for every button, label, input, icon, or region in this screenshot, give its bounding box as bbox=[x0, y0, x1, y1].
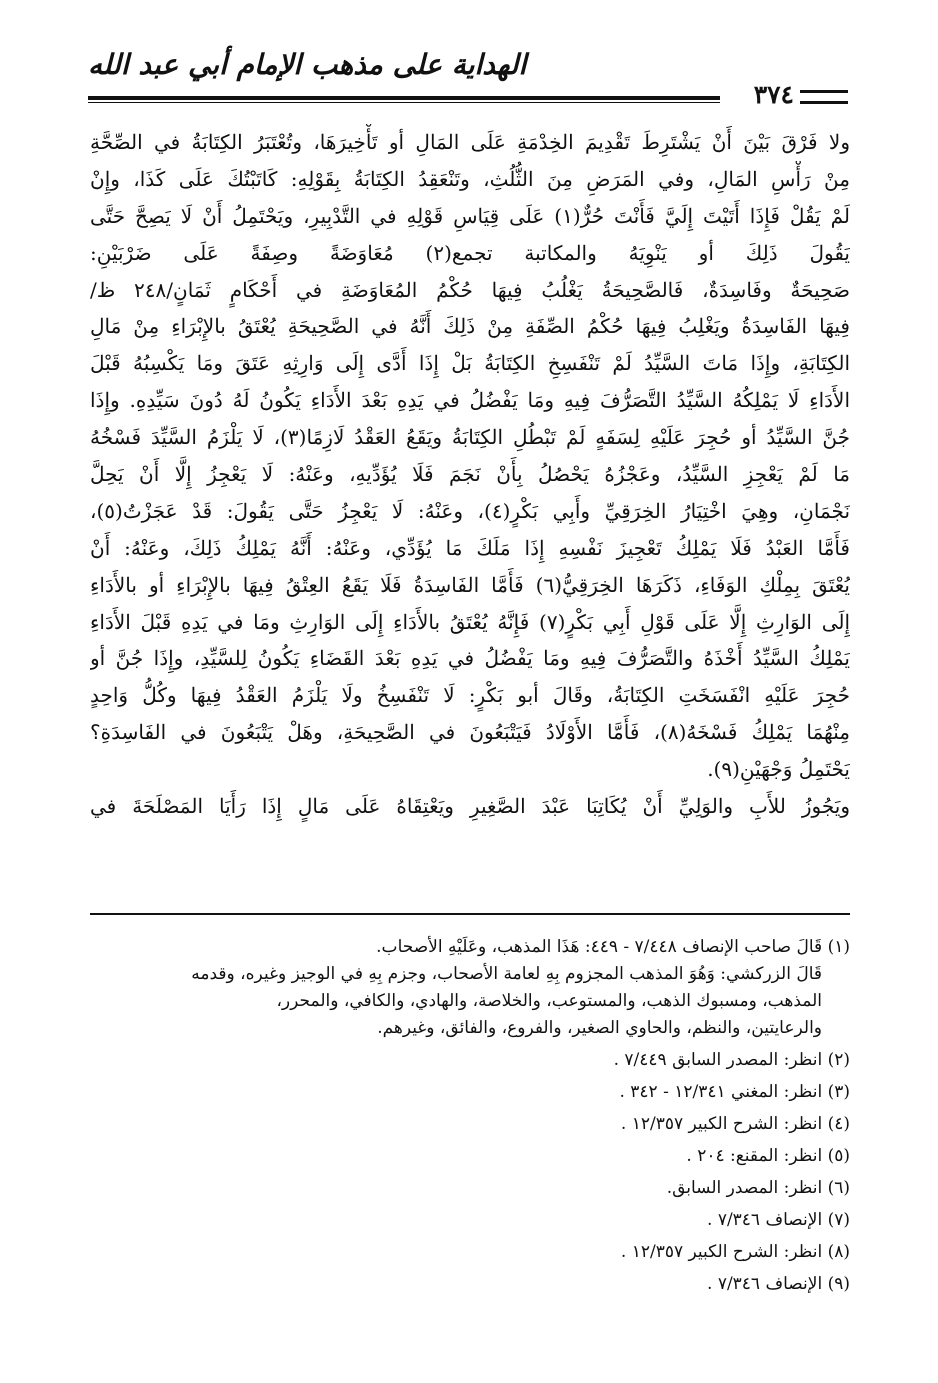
footnote-3: (٣) انظر: المغني ١٢/٣٤١ - ٣٤٢ . bbox=[619, 1082, 850, 1102]
text-line: يُعْتَقَ بِمِلْكِ الوَفَاءِ، ذَكَرَهَا الخِرَقِيُّ(٦) فَأَمَّا الفَاسِدَةُ فَلَا يَقَعُ العِتْقُ فِيهَا بالإِبْرَاءِ أو بالأَدَاءِ bbox=[90, 572, 850, 597]
header-rule bbox=[88, 96, 720, 103]
page-number: ٣٧٤ bbox=[753, 80, 794, 109]
footnote-1: (١) قَالَ صاحب الإنصاف ٧/٤٤٨ - ٤٤٩: هَذَا المذهب، وعَلَيْهِ الأصحاب. bbox=[376, 937, 850, 957]
footnote-4: (٤) انظر: الشرح الكبير ١٢/٣٥٧ . bbox=[620, 1114, 850, 1134]
footnote-1-continuation: المذهب، ومسبوك الذهب، والمستوعب، والخلاصة، والهادي، والكافي، والمحرر، bbox=[276, 991, 822, 1011]
footnotes bbox=[110, 934, 850, 1298]
text-line: يَحْتَمِلُ وَجْهَيْنِ(٩). bbox=[707, 757, 850, 782]
footnote-5: (٥) انظر: المقنع: ٢٠٤ . bbox=[686, 1146, 850, 1166]
footnote-2: (٢) انظر: المصدر السابق ٧/٤٤٩ . bbox=[613, 1050, 850, 1070]
text-line: الأَدَاءِ لَا يَمْلِكُهُ السَّيِّدُ التَّصَرُّفَ فِيهِ ومَا يَفْضُلُ في يَدِهِ بَعْدَ الأَدَاءِ يَكُونُ لَهُ دُونَ سَيِّدِهِ. وإِذَا bbox=[90, 388, 850, 413]
header-rule-ornament bbox=[800, 90, 848, 104]
running-header bbox=[88, 40, 848, 110]
main-text bbox=[90, 124, 850, 825]
footnote-8: (٨) انظر: الشرح الكبير ١٢/٣٥٧ . bbox=[620, 1242, 850, 1262]
footnote-1-continuation: قَالَ الزركشي: وَهُوَ المذهب المجزوم بِهِ لعامة الأصحاب، وجزم بِهِ في الوجيز وغيره، وقدمه bbox=[191, 964, 822, 984]
text-line: نَجْمَانِ، وهِيَ اخْتِيَارُ الخِرَقِيِّ وأَبِي بَكْرٍ(٤)، وعَنْهُ: لَا يَعْجِزُ حَتَّى يَقُولَ: قَدْ عَجَزْتُ(٥)، bbox=[90, 498, 850, 523]
text-line: فِيهَا الفَاسِدَةُ ويَغْلِبُ فِيهَا حُكْمُ الصِّفَةِ مِنْ ذَلِكَ أَنَّهُ في الصَّحِيحَةِ يُعْتَقُ بالإِبْرَاءِ مِنْ مَالِ bbox=[90, 314, 850, 339]
footnote-1-continuation: والرعايتين، والنظم، والحاوي الصغير، والفروع، والفائق، وغيرهم. bbox=[377, 1018, 822, 1038]
text-line: الكِتَابَةِ، وإِذَا مَاتَ السَّيِّدُ لَمْ تَنْفَسِخِ الكِتَابَةُ بَلْ إِذَا أَدَّى إِلَى وَارِثِهِ عَتَقَ ومَا يَكْسِبُهُ قَبْلَ bbox=[90, 351, 850, 376]
text-line: جُنَّ السَّيِّدُ أو حُجِرَ عَلَيْهِ لِسَفَهٍ لَمْ تَبْطُلِ الكِتَابَةُ ويَقَعُ العَقْدُ لَازِمًا(٣)، لَا يَلْزَمُ السَّيِّدَ فَسْخُهُ bbox=[90, 425, 850, 450]
text-line: فَأَمَّا العَبْدُ فَلَا يَمْلِكُ تَعْجِيزَ نَفْسِهِ إِذَا مَلَكَ مَا يُؤَدِّي، وعَنْهُ: أَنَّهُ يَمْلِكُ ذَلِكَ، وعَنْهُ: أَنْ bbox=[90, 535, 850, 560]
book-title: الهداية على مذهب الإمام أبي عبد الله bbox=[88, 48, 527, 81]
text-line: يَقُولَ ذَلِكَ أو يَنْوِيَهُ والمكاتبة تجمع(٢) مُعَاوَضَةً وصِفَةً عَلَى ضَرْبَيْنِ: bbox=[90, 240, 850, 265]
footnote-9: (٩) الإنصاف ٧/٣٤٦ . bbox=[707, 1274, 850, 1294]
footnote-7: (٧) الإنصاف ٧/٣٤٦ . bbox=[707, 1210, 850, 1230]
text-line: مَا لَمْ يَعْجِزِ السَّيِّدُ، وعَجْزُهُ يَحْصُلُ بِأَنْ نَجَمَ فَلَا يُؤَدِّيهِ، وعَنْهُ: لَا يَعْجِزُ إِلَّا أَنْ يَحِلَّ bbox=[90, 462, 850, 487]
text-line: يَمْلِكُ السَّيِّدُ أَخْذَهُ والتَّصَرُّفَ فِيهِ ومَا يَفْضُلُ في يَدِهِ بَعْدَ القَضَاءِ يَكُونُ لِلسَّيِّدِ، وإِذَا جُنَّ أو bbox=[90, 646, 850, 671]
footnote-6: (٦) انظر: المصدر السابق. bbox=[666, 1178, 850, 1198]
text-line: مِنْهُمَا يَمْلِكُ فَسْخَهُ(٨)، فَأَمَّا الأَوْلَادُ فَيَتْبَعُونَ في الصَّحِيحَةِ، وهَلْ يَتْبَعُونَ في الفَاسِدَةِ؟ bbox=[90, 720, 850, 745]
footnote-separator bbox=[90, 913, 850, 915]
text-line: لَمْ يَقُلْ فَإِذَا أَتَيْتَ إِلَيَّ فَأَنْتَ حُرٌّ(١) عَلَى قِيَاسِ قَوْلِهِ في التَّدْبِيرِ، ويَحْتَمِلُ أَنْ لَا يَصِحَّ حَتَّى bbox=[90, 203, 850, 228]
text-line: ولا فَرْقَ بَيْنَ أَنْ يَشْتَرِطَ تَقْدِيمَ الخِدْمَةِ عَلَى المَالِ أو تَأْخِيرَهَا، وتُعْتَبَرُ الكِتَابَةُ في الصِّحَّةِ bbox=[90, 130, 850, 154]
text-line: إِلَى الوَارِثِ إِلَّا عَلَى قَوْلِ أَبِي بَكْرٍ(٧) فَإِنَّهُ يُعْتَقُ بالأَدَاءِ إِلَى الوَارِثِ ومَا في يَدِهِ قَبْلَ الأَدَاءِ bbox=[90, 609, 850, 634]
text-line: مِنْ رَأْسِ المَالِ، وفي المَرَضِ مِنَ الثُّلُثِ، وتَنْعَقِدُ الكِتَابَةُ بِقَوْلِهِ: كَاتَبْتُكَ عَلَى كَذَا، وإِنْ bbox=[90, 166, 850, 191]
text-line: صَحِيحَةٌ وفَاسِدَةٌ، فَالصَّحِيحَةُ يَغْلُبُ فِيهَا حُكْمُ المُعَاوَضَةِ في أَحْكَامٍ ثَمَانٍ/٢٤٨ ظ/ bbox=[90, 277, 850, 302]
text-line: حُجِرَ عَلَيْهِ انْفَسَخَتِ الكِتَابَةُ، وقَالَ أبو بَكْرٍ: لَا تَنْفَسِخُ ولَا يَلْزَمُ العَقْدُ فِيهَا وكُلُّ وَاحِدٍ bbox=[90, 683, 850, 708]
text-line: ويَجُوزُ للأَبِ والوَلِيِّ أَنْ يُكَاتِبَا عَبْدَ الصَّغِيرِ ويَعْتِقَاهُ عَلَى مَالٍ إِذَا رَأَيَا المَصْلَحَةَ في bbox=[90, 794, 850, 819]
